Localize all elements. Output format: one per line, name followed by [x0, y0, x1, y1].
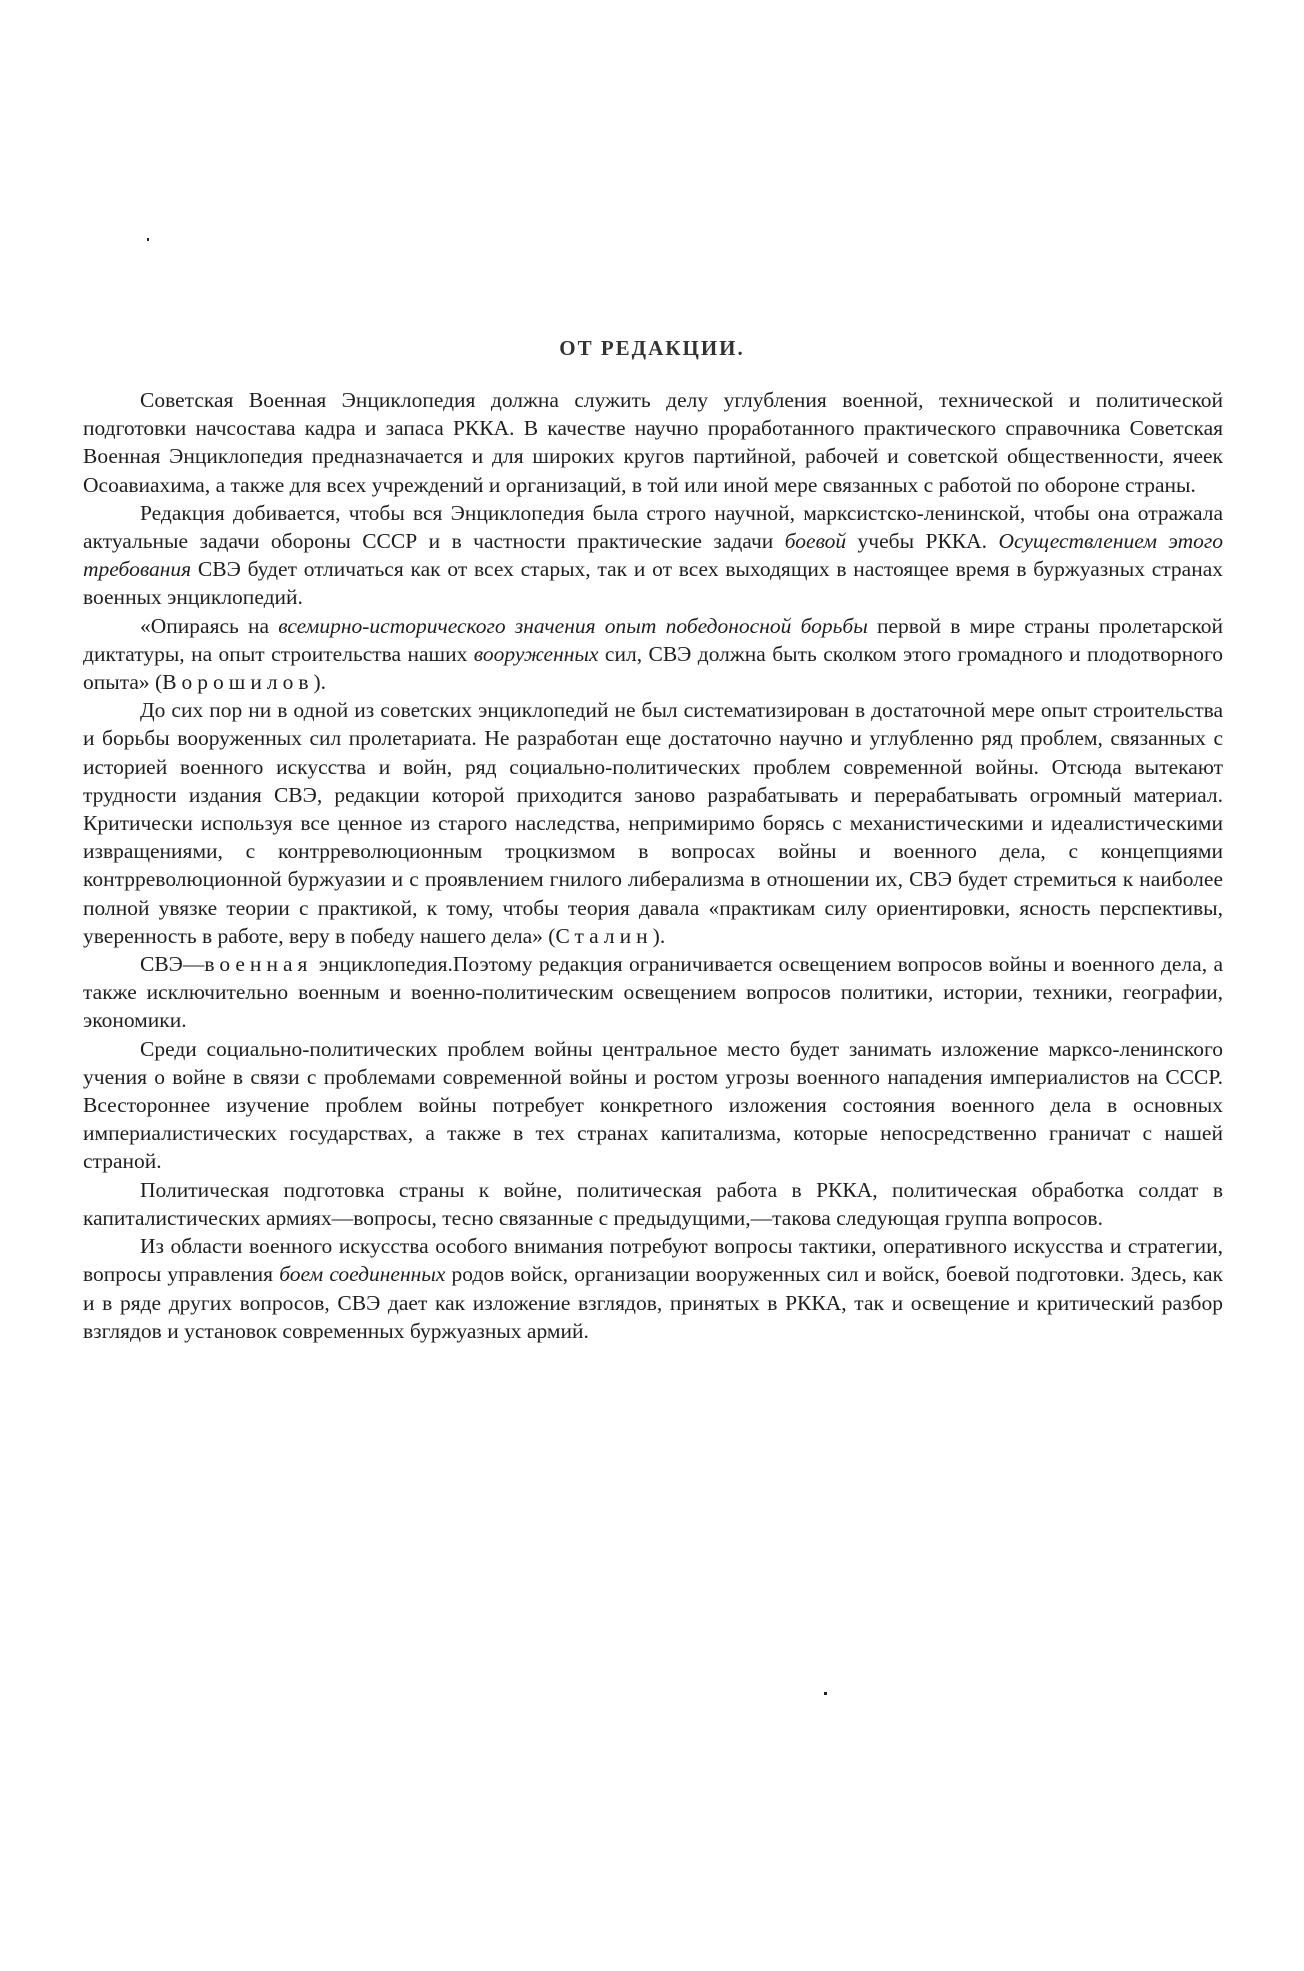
text-run: родов войск, организации вооруженных сил и войск, боевой подготовки. Здесь, как и в ряде других вопросов, СВЭ дает как изложение взглядов, принятых в РККА, так и освещение и критический разбор взглядов и установок современных буржуазных армий. [83, 1262, 1224, 1343]
spaced-text-run: военная [204, 952, 313, 977]
italic-text-run: вооруженных [473, 641, 599, 666]
paragraph-1 [83, 386, 1223, 499]
italic-text-run: боевой [784, 529, 847, 554]
paragraph-5 [83, 950, 1223, 1035]
text-run: учебы РККА. [846, 529, 999, 554]
text-run: сил, СВЭ должна быть сколком этого громадного и плодотворного опыта» ( [83, 641, 1224, 695]
paragraph-6 [83, 1035, 1223, 1176]
italic-text-run: боем соединенных [279, 1262, 446, 1287]
italic-text-run: Осуществлением этого требования [83, 529, 1224, 582]
italic-text-run: всемирно-исторического значения опыт победоносной борьбы [278, 613, 868, 638]
text-run: СВЭ— [140, 952, 205, 977]
text-run: энциклопедия.Поэтому редакция ограничивается освещением вопросов войны и военного дела, а также исключительно военным и военно-политическим освещением вопросов политики, истории, техники, географии, экономики. [83, 952, 1223, 1033]
text-run: Среди социально-политических проблем войны центральное место будет занимать изложение марксо-ленинского учения о войне в связи с проблемами современной войны и ростом угрозы военного нападения империалистов на СССР. Всестороннее изучение проблем войны потребует конкретного изложения состояния военного дела в основных империалистических государствах, а также в тех странах капитализма, которые непосредственно граничат с нашей страной. [83, 1036, 1223, 1174]
spaced-text-run: Ворошилов [162, 670, 314, 695]
paragraph-8 [83, 1232, 1223, 1345]
paragraph-7 [83, 1176, 1223, 1232]
text-run: ). [313, 670, 327, 695]
page-heading: ОТ РЕДАКЦИИ. [559, 336, 745, 361]
spaced-text-run: Сталин [555, 923, 653, 948]
paragraph-3 [83, 612, 1223, 697]
text-run: Советская Военная Энциклопедия должна служить делу углубления военной, технической и политической подготовки начсостава кадра и запаса РККА. В качестве научно проработанного практического справочника Советская Военная Энциклопедия предназначается и для широких кругов партийной, рабочей и советской общественности, ячеек Осоавиахима, а также для всех учреждений и организаций, в той или иной мере связанных с работой по обороне страны. [83, 388, 1223, 497]
text-run: ). [652, 923, 666, 948]
text-run: Из области военного искусства особого внимания потребуют вопросы тактики, оперативного искусства и стратегии, вопросы управления [83, 1234, 1223, 1287]
text-run: СВЭ будет отличаться как от всех старых, так и от всех выходящих в настоящее время в буржуазных странах военных энциклопедий. [83, 557, 1223, 610]
scan-speck [147, 238, 149, 241]
paragraph-2 [83, 499, 1223, 612]
text-run: первой в мире страны пролетарской диктатуры, на опыт строительства наших [83, 613, 1223, 666]
text-run: Политическая подготовка страны к войне, политическая работа в РККА, политическая обработка солдат в капиталистических армиях—вопросы, тесно связанные с предыдущими,—такова следующая группа вопросов. [83, 1177, 1223, 1230]
body-text [83, 386, 1223, 1345]
text-run: Редакция добивается, чтобы вся Энциклопедия была строго научной, марксистско-ленинской, чтобы она отражала актуальные задачи обороны СССР и в частности практические задачи [83, 500, 1223, 554]
text-run: «Опираясь на [140, 613, 279, 638]
paragraph-4 [83, 696, 1223, 950]
scan-speck [824, 1692, 827, 1695]
text-run: До сих пор ни в одной из советских энциклопедий не был систематизирован в достаточной мере опыт строительства и борьбы вооруженных сил пролетариата. Не разработан еще достаточно научно и углубленно ряд проблем, связанных с историей военного искусства и войн, ряд социально-политических проблем современной войны. Отсюда вытекают трудности издания СВЭ, редакции которой приходится заново разрабатывать и перерабатывать огромный материал. Критически используя все ценное из старого наследства, непримиримо борясь с механистическими и идеалистическими извращениями, с контрреволюционным троцкизмом в вопросах войны и военного дела, с концепциями контрреволюционной буржуазии и с проявлением гнилого либерализма в отношении их, СВЭ будет стремиться к наиболее полной увязке теории с практикой, к тому, чтобы теория давала «практикам силу ориентировки, ясность перспективы, уверенность в работе, веру в победу нашего дела» ( [83, 698, 1223, 948]
